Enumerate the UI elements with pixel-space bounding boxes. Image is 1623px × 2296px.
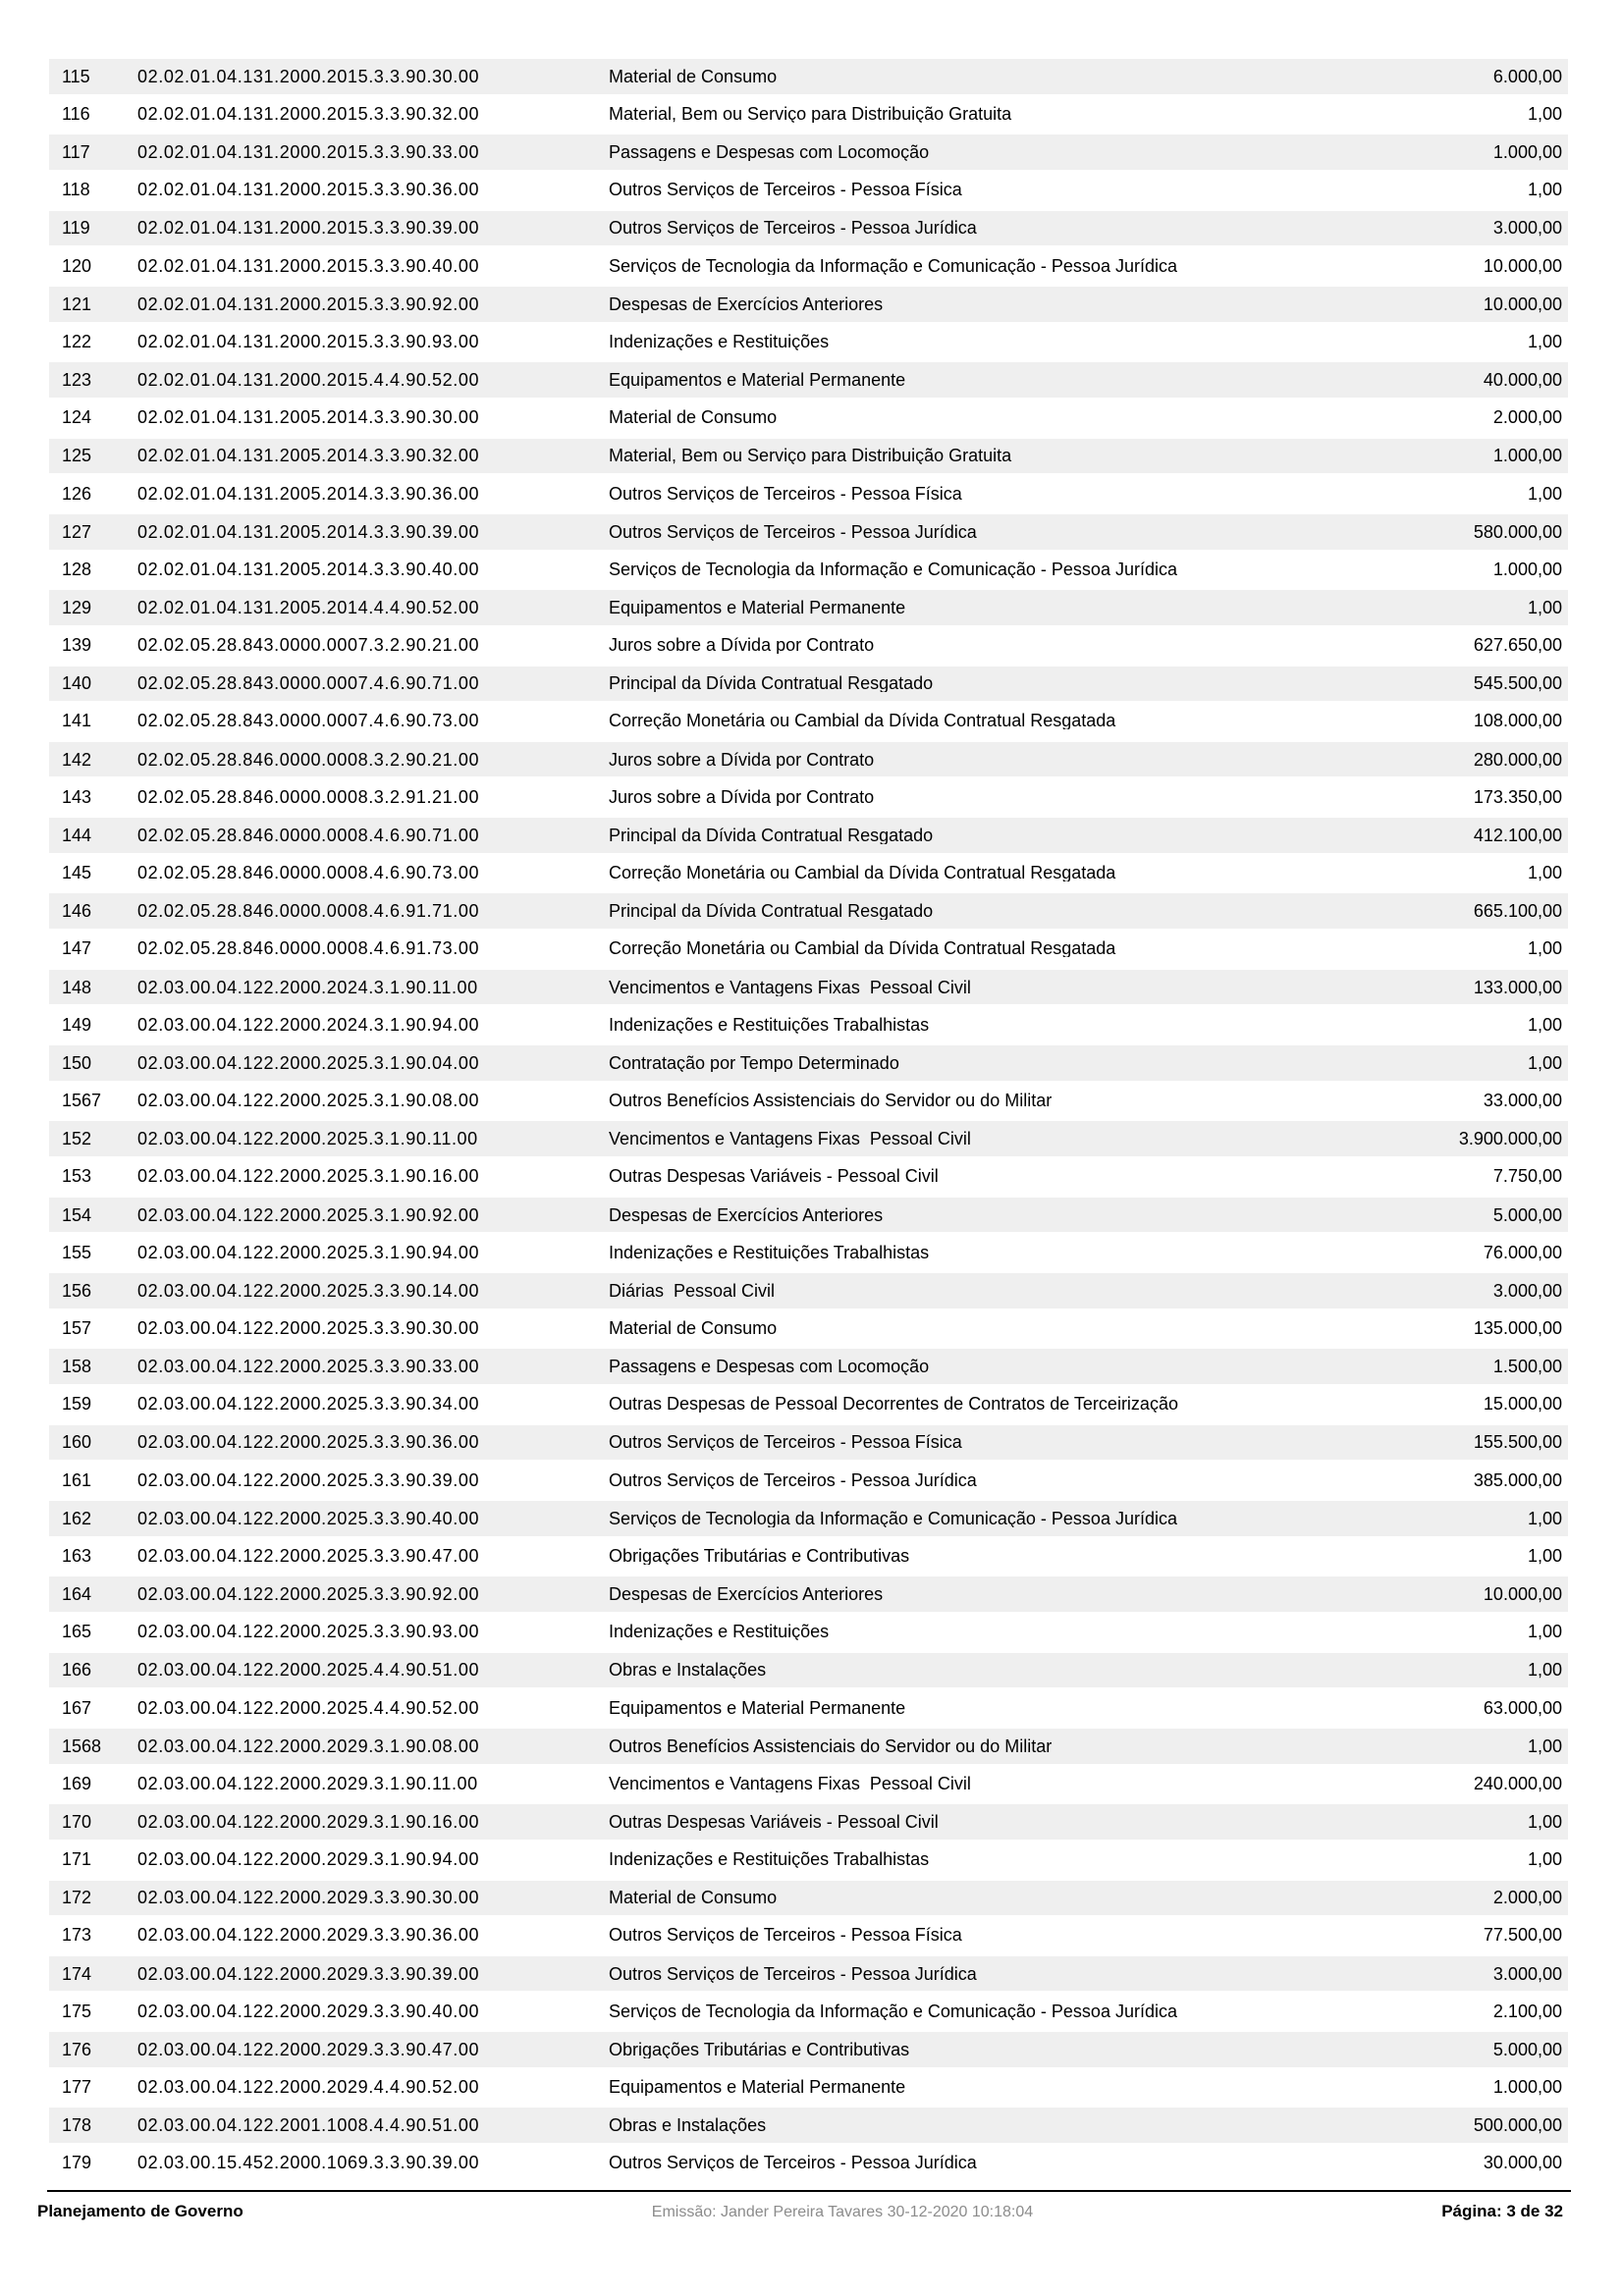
description-cell: Correção Monetária ou Cambial da Dívida Contratual Resgatada [609,864,1116,882]
budget-code-cell: 02.03.00.04.122.2000.2025.3.3.90.93.00 [137,1622,480,1642]
budget-code-cell: 02.02.05.28.846.0000.0008.4.6.90.73.00 [137,863,480,883]
row-number-cell: 169 [62,1773,92,1793]
value-cell: 135.000,00 [1473,1317,1562,1338]
table-row [49,1271,1568,1309]
value-cell: 240.000,00 [1473,1773,1562,1793]
description-cell: Despesas de Exercícios Anteriores [609,1205,884,1224]
value-cell: 385.000,00 [1473,1469,1562,1490]
budget-line-items-table [49,57,1568,2182]
description-cell: Outros Serviços de Terceiros - Pessoa Física [609,181,962,199]
value-cell: 1,00 [1527,483,1562,504]
budget-code-cell: 02.02.05.28.846.0000.0008.4.6.90.71.00 [137,825,480,845]
value-cell: 1.000,00 [1492,142,1562,163]
budget-code-cell: 02.03.00.04.122.2000.2029.3.1.90.08.00 [137,1735,480,1756]
value-cell: 2.100,00 [1492,2001,1562,2021]
table-row [49,1385,1568,1423]
budget-code-cell: 02.03.00.04.122.2000.2025.3.1.90.92.00 [137,1204,480,1225]
row-number-cell: 115 [62,66,90,86]
table-row [49,1499,1568,1537]
description-cell: Juros sobre a Dívida por Contrato [609,750,875,769]
budget-code-cell: 02.03.00.04.122.2000.2025.3.3.90.47.00 [137,1545,480,1566]
budget-code-cell: 02.03.00.04.122.2000.2025.3.3.90.39.00 [137,1469,480,1490]
table-row [49,968,1568,1006]
value-cell: 6.000,00 [1492,66,1562,86]
budget-code-cell: 02.03.00.04.122.2000.2025.3.1.90.16.00 [137,1166,480,1187]
value-cell: 1,00 [1527,103,1562,124]
table-row [49,1575,1568,1613]
description-cell: Indenizações e Restituições Trabalhistas [609,1015,930,1034]
value-cell: 500.000,00 [1473,2115,1562,2136]
table-row [49,626,1568,665]
budget-code-cell: 02.03.00.04.122.2000.2029.3.3.90.30.00 [137,1888,480,1908]
table-row [49,474,1568,512]
budget-code-cell: 02.03.00.04.122.2000.2025.3.1.90.04.00 [137,1052,480,1073]
table-row [49,2106,1568,2144]
row-number-cell: 150 [62,1052,92,1073]
description-cell: Material de Consumo [609,1889,778,1907]
row-number-cell: 123 [62,370,92,391]
budget-code-cell: 02.03.00.04.122.2000.2029.3.3.90.39.00 [137,1963,480,1984]
row-number-cell: 142 [62,749,92,770]
description-cell: Indenizações e Restituições [609,1623,830,1641]
budget-code-cell: 02.03.00.04.122.2000.2025.3.3.90.34.00 [137,1394,480,1415]
value-cell: 1,00 [1527,863,1562,883]
row-number-cell: 163 [62,1545,92,1566]
description-cell: Indenizações e Restituições Trabalhistas [609,1243,930,1261]
row-number-cell: 172 [62,1888,92,1908]
description-cell: Equipamentos e Material Permanente [609,1698,906,1717]
budget-code-cell: 02.02.01.04.131.2005.2014.4.4.90.52.00 [137,598,480,618]
table-row [49,437,1568,475]
budget-code-cell: 02.02.01.04.131.2005.2014.3.3.90.39.00 [137,521,480,542]
value-cell: 580.000,00 [1473,521,1562,542]
budget-code-cell: 02.03.00.04.122.2000.2029.3.1.90.11.00 [137,1773,478,1793]
description-cell: Despesas de Exercícios Anteriores [609,1585,884,1604]
table-row [49,1802,1568,1841]
description-cell: Outros Serviços de Terceiros - Pessoa Jurídica [609,522,977,541]
row-number-cell: 166 [62,1660,92,1681]
table-row [49,1461,1568,1499]
row-number-cell: 119 [62,218,90,239]
description-cell: Juros sobre a Dívida por Contrato [609,636,875,655]
table-row [49,891,1568,930]
row-number-cell: 124 [62,407,92,428]
table-row [49,1309,1568,1348]
table-row [49,1992,1568,2030]
value-cell: 30.000,00 [1483,2153,1562,2173]
table-row [49,1043,1568,1082]
footer-page-number: Página: 3 de 32 [1441,2202,1563,2220]
description-cell: Principal da Dívida Contratual Resgatado [609,902,934,921]
value-cell: 40.000,00 [1483,370,1562,391]
description-cell: Serviços de Tecnologia da Informação e Comunicação - Pessoa Jurídica [609,1509,1177,1527]
budget-code-cell: 02.02.01.04.131.2000.2015.4.4.90.52.00 [137,370,480,391]
value-cell: 5.000,00 [1492,2039,1562,2059]
table-row [49,1954,1568,1993]
description-cell: Correção Monetária ou Cambial da Dívida Contratual Resgatada [609,712,1116,730]
table-row [49,2144,1568,2182]
table-row [49,1423,1568,1462]
budget-code-cell: 02.02.01.04.131.2000.2015.3.3.90.40.00 [137,255,480,276]
row-number-cell: 120 [62,255,92,276]
value-cell: 77.500,00 [1483,1925,1562,1946]
table-row [49,1005,1568,1043]
value-cell: 108.000,00 [1473,711,1562,731]
description-cell: Equipamentos e Material Permanente [609,2078,906,2097]
table-row [49,1916,1568,1954]
budget-code-cell: 02.03.00.04.122.2000.2025.3.1.90.94.00 [137,1242,480,1262]
value-cell: 10.000,00 [1483,294,1562,314]
description-cell: Material, Bem ou Serviço para Distribuição Gratuita [609,447,1012,465]
footer-divider [47,2190,1571,2192]
description-cell: Outros Benefícios Assistenciais do Servidor ou do Militar [609,1092,1053,1110]
row-number-cell: 129 [62,598,92,618]
value-cell: 3.000,00 [1492,1280,1562,1301]
row-number-cell: 122 [62,331,92,351]
table-row [49,1613,1568,1651]
budget-code-cell: 02.03.00.04.122.2000.2029.4.4.90.52.00 [137,2077,480,2098]
value-cell: 1.000,00 [1492,2077,1562,2098]
budget-code-cell: 02.03.00.04.122.2000.2025.3.3.90.30.00 [137,1317,480,1338]
table-row [49,1651,1568,1689]
budget-code-cell: 02.02.01.04.131.2000.2015.3.3.90.93.00 [137,331,480,351]
budget-code-cell: 02.02.05.28.846.0000.0008.4.6.91.73.00 [137,938,480,959]
description-cell: Principal da Dívida Contratual Resgatado [609,826,934,844]
description-cell: Outros Serviços de Terceiros - Pessoa Jurídica [609,2154,977,2172]
budget-code-cell: 02.03.00.04.122.2000.2025.3.3.90.40.00 [137,1508,480,1528]
value-cell: 1,00 [1527,1052,1562,1073]
value-cell: 3.000,00 [1492,218,1562,239]
row-number-cell: 155 [62,1242,92,1262]
value-cell: 280.000,00 [1473,749,1562,770]
table-row [49,551,1568,589]
value-cell: 1,00 [1527,1660,1562,1681]
budget-code-cell: 02.03.00.04.122.2000.2025.3.3.90.33.00 [137,1357,480,1377]
budget-code-cell: 02.02.01.04.131.2000.2015.3.3.90.39.00 [137,218,480,239]
budget-code-cell: 02.03.00.04.122.2000.2029.3.3.90.47.00 [137,2039,480,2059]
table-row [49,930,1568,968]
value-cell: 1,00 [1527,331,1562,351]
budget-code-cell: 02.03.00.15.452.2000.1069.3.3.90.39.00 [137,2153,480,2173]
budget-code-cell: 02.02.05.28.846.0000.0008.4.6.91.71.00 [137,901,480,922]
row-number-cell: 148 [62,977,92,997]
description-cell: Obrigações Tributárias e Contributivas [609,1546,910,1565]
table-row [49,246,1568,285]
description-cell: Material, Bem ou Serviço para Distribuição Gratuita [609,104,1012,123]
table-row [49,1879,1568,1917]
budget-code-cell: 02.02.05.28.846.0000.0008.3.2.91.21.00 [137,786,480,807]
description-cell: Outros Serviços de Terceiros - Pessoa Física [609,1433,962,1452]
description-cell: Diárias Pessoal Civil [609,1281,776,1300]
row-number-cell: 158 [62,1357,92,1377]
table-row [49,57,1568,95]
budget-code-cell: 02.02.01.04.131.2005.2014.3.3.90.32.00 [137,446,480,466]
table-row [49,1196,1568,1234]
table-row [49,1082,1568,1120]
budget-code-cell: 02.03.00.04.122.2000.2029.3.1.90.16.00 [137,1812,480,1833]
budget-code-cell: 02.02.01.04.131.2000.2015.3.3.90.30.00 [137,66,480,86]
row-number-cell: 162 [62,1508,92,1528]
budget-code-cell: 02.02.05.28.843.0000.0007.3.2.90.21.00 [137,635,480,656]
value-cell: 33.000,00 [1483,1091,1562,1111]
description-cell: Obrigações Tributárias e Contributivas [609,2040,910,2058]
row-number-cell: 159 [62,1394,92,1415]
table-row [49,399,1568,437]
value-cell: 7.750,00 [1492,1166,1562,1187]
table-row [49,360,1568,399]
table-row [49,1119,1568,1157]
row-number-cell: 164 [62,1584,92,1605]
budget-code-cell: 02.03.00.04.122.2000.2029.3.1.90.94.00 [137,1849,480,1870]
description-cell: Outras Despesas de Pessoal Decorrentes de Contratos de Terceirização [609,1395,1178,1414]
description-cell: Serviços de Tecnologia da Informação e Comunicação - Pessoa Jurídica [609,256,1177,275]
value-cell: 63.000,00 [1483,1697,1562,1718]
description-cell: Obras e Instalações [609,1661,767,1680]
value-cell: 5.000,00 [1492,1204,1562,1225]
row-number-cell: 126 [62,483,92,504]
table-row [49,702,1568,740]
budget-code-cell: 02.02.01.04.131.2005.2014.3.3.90.36.00 [137,483,480,504]
budget-code-cell: 02.03.00.04.122.2000.2029.3.3.90.36.00 [137,1925,480,1946]
budget-code-cell: 02.03.00.04.122.2000.2025.3.3.90.92.00 [137,1584,480,1605]
table-row [49,512,1568,551]
row-number-cell: 174 [62,1963,92,1984]
description-cell: Outros Serviços de Terceiros - Pessoa Física [609,1926,962,1945]
row-number-cell: 161 [62,1469,92,1490]
row-number-cell: 140 [62,673,92,694]
description-cell: Outros Serviços de Terceiros - Pessoa Jurídica [609,1470,977,1489]
footer-report-title: Planejamento de Governo [37,2202,243,2220]
value-cell: 2.000,00 [1492,407,1562,428]
table-row [49,665,1568,703]
table-row [49,323,1568,361]
table-row [49,2068,1568,2107]
value-cell: 1,00 [1527,938,1562,959]
row-number-cell: 171 [62,1849,92,1870]
description-cell: Vencimentos e Vantagens Fixas Pessoal Civil [609,1774,971,1792]
description-cell: Passagens e Despesas com Locomoção [609,1358,930,1376]
row-number-cell: 167 [62,1697,92,1718]
description-cell: Indenizações e Restituições [609,332,830,350]
table-row [49,2030,1568,2068]
value-cell: 15.000,00 [1483,1394,1562,1415]
description-cell: Vencimentos e Vantagens Fixas Pessoal Civil [609,1130,971,1148]
footer-emission-info: Emissão: Jander Pereira Tavares 30-12-2020 10:18:04 [651,2204,1034,2220]
value-cell: 133.000,00 [1473,977,1562,997]
value-cell: 545.500,00 [1473,673,1562,694]
value-cell: 1.000,00 [1492,446,1562,466]
value-cell: 665.100,00 [1473,901,1562,922]
value-cell: 10.000,00 [1483,1584,1562,1605]
budget-code-cell: 02.02.01.04.131.2005.2014.3.3.90.40.00 [137,559,480,579]
value-cell: 1.500,00 [1492,1357,1562,1377]
budget-code-cell: 02.03.00.04.122.2000.2024.3.1.90.11.00 [137,977,478,997]
description-cell: Contratação por Tempo Determinado [609,1053,899,1072]
table-row [49,777,1568,816]
description-cell: Vencimentos e Vantagens Fixas Pessoal Civil [609,978,971,996]
budget-code-cell: 02.02.05.28.843.0000.0007.4.6.90.73.00 [137,711,480,731]
value-cell: 3.000,00 [1492,1963,1562,1984]
description-cell: Serviços de Tecnologia da Informação e Comunicação - Pessoa Jurídica [609,2002,1177,2020]
value-cell: 155.500,00 [1473,1432,1562,1453]
row-number-cell: 178 [62,2115,92,2136]
row-number-cell: 170 [62,1812,92,1833]
row-number-cell: 125 [62,446,92,466]
budget-code-cell: 02.03.00.04.122.2000.2024.3.1.90.94.00 [137,1014,480,1035]
row-number-cell: 154 [62,1204,92,1225]
row-number-cell: 141 [62,711,92,731]
budget-code-cell: 02.02.05.28.843.0000.0007.4.6.90.71.00 [137,673,480,694]
row-number-cell: 165 [62,1622,92,1642]
description-cell: Outros Serviços de Terceiros - Pessoa Física [609,484,962,503]
table-row [49,95,1568,133]
value-cell: 1,00 [1527,1812,1562,1833]
table-row [49,171,1568,209]
budget-code-cell: 02.03.00.04.122.2001.1008.4.4.90.51.00 [137,2115,480,2136]
row-number-cell: 144 [62,825,92,845]
value-cell: 1,00 [1527,180,1562,200]
description-cell: Outros Serviços de Terceiros - Pessoa Jurídica [609,1964,977,1983]
row-number-cell: 173 [62,1925,92,1946]
budget-code-cell: 02.03.00.04.122.2000.2025.3.1.90.08.00 [137,1091,480,1111]
row-number-cell: 121 [62,294,92,314]
table-row [49,816,1568,854]
table-row [49,133,1568,171]
row-number-cell: 175 [62,2001,92,2021]
budget-code-cell: 02.02.01.04.131.2000.2015.3.3.90.33.00 [137,142,480,163]
row-number-cell: 146 [62,901,92,922]
row-number-cell: 179 [62,2153,92,2173]
budget-code-cell: 02.03.00.04.122.2000.2025.4.4.90.51.00 [137,1660,480,1681]
description-cell: Juros sobre a Dívida por Contrato [609,787,875,806]
value-cell: 3.900.000,00 [1458,1129,1562,1149]
description-cell: Material de Consumo [609,67,778,85]
budget-code-cell: 02.03.00.04.122.2000.2025.3.3.90.36.00 [137,1432,480,1453]
page-footer [37,2202,1571,2221]
row-number-cell: 157 [62,1317,92,1338]
table-row [49,1157,1568,1196]
value-cell: 1,00 [1527,1014,1562,1035]
row-number-cell: 1568 [62,1735,102,1756]
value-cell: 1,00 [1527,1545,1562,1566]
value-cell: 2.000,00 [1492,1888,1562,1908]
row-number-cell: 177 [62,2077,92,2098]
value-cell: 412.100,00 [1473,825,1562,845]
description-cell: Outras Despesas Variáveis - Pessoal Civil [609,1813,939,1832]
description-cell: Principal da Dívida Contratual Resgatado [609,674,934,693]
description-cell: Material de Consumo [609,408,778,427]
budget-code-cell: 02.03.00.04.122.2000.2025.4.4.90.52.00 [137,1697,480,1718]
description-cell: Serviços de Tecnologia da Informação e Comunicação - Pessoa Jurídica [609,560,1177,578]
budget-code-cell: 02.02.01.04.131.2000.2015.3.3.90.92.00 [137,294,480,314]
row-number-cell: 117 [62,142,90,163]
table-row [49,1347,1568,1385]
value-cell: 1,00 [1527,1849,1562,1870]
table-row [49,588,1568,626]
row-number-cell: 139 [62,635,92,656]
description-cell: Obras e Instalações [609,2116,767,2135]
table-row [49,1233,1568,1271]
budget-code-cell: 02.03.00.04.122.2000.2025.3.3.90.14.00 [137,1280,480,1301]
value-cell: 1,00 [1527,1735,1562,1756]
table-row [49,1765,1568,1803]
description-cell: Correção Monetária ou Cambial da Dívida Contratual Resgatada [609,939,1116,958]
table-row [49,854,1568,892]
budget-code-cell: 02.02.01.04.131.2000.2015.3.3.90.36.00 [137,180,480,200]
value-cell: 627.650,00 [1473,635,1562,656]
row-number-cell: 147 [62,938,92,959]
budget-code-cell: 02.02.01.04.131.2000.2015.3.3.90.32.00 [137,103,480,124]
row-number-cell: 153 [62,1166,92,1187]
value-cell: 1.000,00 [1492,559,1562,579]
description-cell: Outras Despesas Variáveis - Pessoal Civil [609,1167,939,1186]
budget-code-cell: 02.02.01.04.131.2005.2014.3.3.90.30.00 [137,407,480,428]
description-cell: Outros Benefícios Assistenciais do Servidor ou do Militar [609,1736,1053,1755]
table-row [49,285,1568,323]
description-cell: Outros Serviços de Terceiros - Pessoa Jurídica [609,219,977,238]
value-cell: 1,00 [1527,598,1562,618]
row-number-cell: 116 [62,103,90,124]
description-cell: Indenizações e Restituições Trabalhistas [609,1850,930,1869]
row-number-cell: 143 [62,786,92,807]
table-row [49,209,1568,247]
description-cell: Passagens e Despesas com Locomoção [609,143,930,162]
row-number-cell: 127 [62,521,92,542]
row-number-cell: 128 [62,559,92,579]
description-cell: Equipamentos e Material Permanente [609,599,906,617]
row-number-cell: 149 [62,1014,92,1035]
value-cell: 1,00 [1527,1622,1562,1642]
description-cell: Material de Consumo [609,1318,778,1337]
row-number-cell: 1567 [62,1091,102,1111]
table-row [49,1537,1568,1575]
row-number-cell: 160 [62,1432,92,1453]
row-number-cell: 156 [62,1280,92,1301]
budget-code-cell: 02.03.00.04.122.2000.2029.3.3.90.40.00 [137,2001,480,2021]
value-cell: 76.000,00 [1483,1242,1562,1262]
value-cell: 1,00 [1527,1508,1562,1528]
description-cell: Despesas de Exercícios Anteriores [609,294,884,313]
budget-code-cell: 02.03.00.04.122.2000.2025.3.1.90.11.00 [137,1129,478,1149]
value-cell: 173.350,00 [1473,786,1562,807]
table-row [49,1841,1568,1879]
row-number-cell: 145 [62,863,92,883]
budget-code-cell: 02.02.05.28.846.0000.0008.3.2.90.21.00 [137,749,480,770]
table-row [49,740,1568,778]
description-cell: Equipamentos e Material Permanente [609,371,906,390]
row-number-cell: 152 [62,1129,92,1149]
table-row [49,1688,1568,1727]
table-row [49,1727,1568,1765]
row-number-cell: 176 [62,2039,92,2059]
value-cell: 10.000,00 [1483,255,1562,276]
row-number-cell: 118 [62,180,90,200]
